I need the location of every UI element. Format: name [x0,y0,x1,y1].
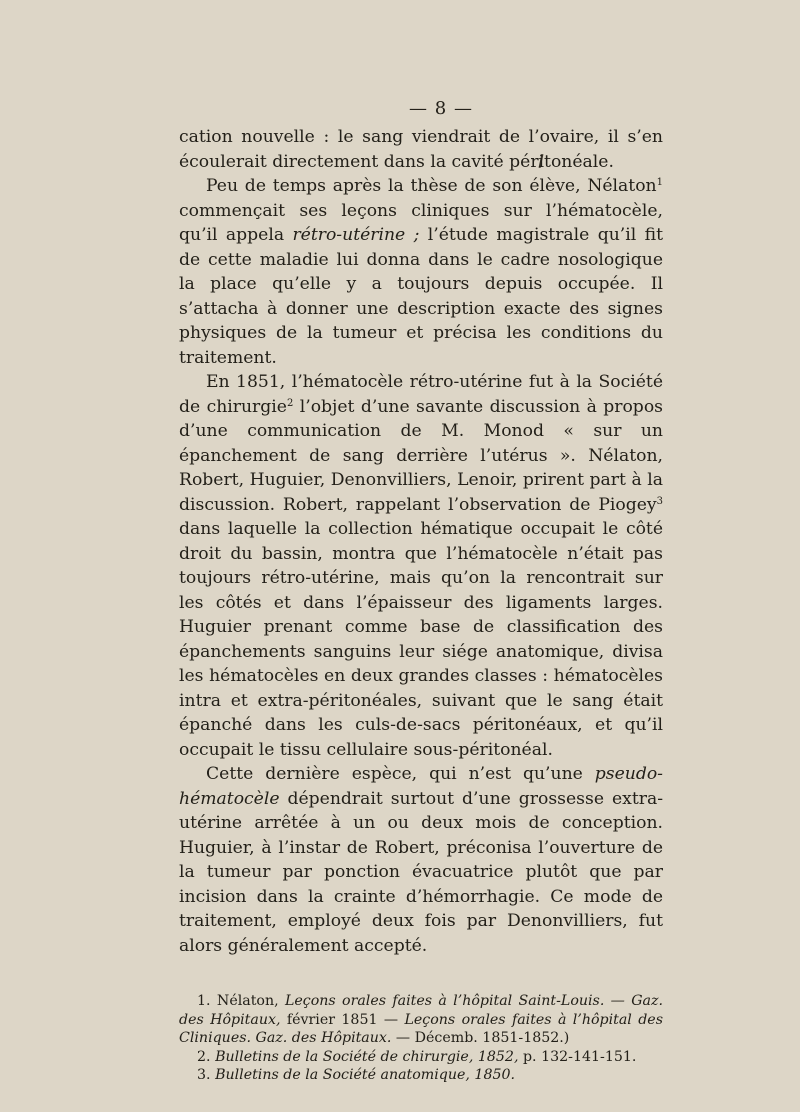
body-text [179,125,663,958]
italic-term: pseudo-hématocèle [179,764,663,809]
paragraph-3 [179,370,663,762]
italic-term: rétro-utérine ; [292,225,420,245]
paragraph-1 [179,125,663,174]
paragraph-4 [179,762,663,958]
footnote-text: p. 132-141-151. [518,1048,637,1065]
footnote-number: 2. [197,1048,211,1065]
footnotes [179,992,663,1085]
footnote-citation: Bulletins de la Société de chirurgie, 1852, [215,1048,519,1065]
footnote-ref: 2 [286,397,294,409]
footnote-text: Nélaton, [210,993,285,1009]
page-content [179,98,663,1085]
paragraph-text: dépendrait surtout d’une grossesse extra-utérine arrêtée à un ou deux mois de conception. Huguier, à l’instar de Robert, préconisa l’ouverture de la tumeur par ponction évacuatrice plutôt que par incision dans la crainte d’hémorrhagie. Ce mode de traitement, employé deux fois par Denonvilliers, fut alors généralement accepté. [179,788,663,956]
footnote-text: — Décemb. 1851-1852.) [391,1030,570,1046]
footnote-number: 1. [197,993,211,1009]
footnote-1 [179,992,663,1048]
paragraph-2 [179,174,663,370]
paragraph-text: En 1851, l’hématocèle rétro-utérine fut à la Société de chirurgie [179,372,663,417]
paragraph-text: cation nouvelle : le sang viendrait de l’ovaire, il s’en écoulerait directement dans la cavité péritonéale. [179,127,663,172]
paragraph-text: Peu de temps après la thèse de son élève, Nélaton [206,176,657,196]
paragraph-text: l’objet d’une savante discussion à propos d’une communication de M. Monod « sur un épanchement de sang derrière l’utérus ». Nélaton, Robert, Huguier, Denonvilliers, Lenoir, prirent part à la discussion. Robert, rappelant l’observation de Piogey [179,396,663,515]
paragraph-text: l’étude magistrale qu’il fit de cette maladie lui donna dans le cadre nosologique la place qu’elle y a toujours depuis occupée. Il s’attacha à donner une description exacte des signes physiques de la tumeur et précisa les conditions du traitement. [179,225,663,368]
paragraph-text: dans laquelle la collection hématique occupait le côté droit du bassin, montra que l’hématocèle n’était pas toujours rétro-utérine, mais qu’on la rencontrait sur les côtés et dans l’épaisseur des ligaments larges. Huguier prenant comme base de classification des épanchements sanguins leur siége anatomique, divisa les hématocèles en deux grandes classes : hématocèles intra et extra-péritonéales, suivant que le sang était épanché dans les culs-de-sacs péritonéaux, et qu’il occupait le tissu cellulaire sous-péritonéal. [179,519,663,760]
footnote-citation: Leçons orales faites à l’hôpital Saint-Louis. — Gaz. des Hôpitaux, [179,993,664,1028]
footnote-citation: Bulletins de la Société anatomique, 1850. [215,1067,516,1083]
paragraph-text: Cette dernière espèce, qui n’est qu’une [206,764,595,784]
footnote-ref: 1 [656,177,663,188]
footnote-number: 3. [197,1067,211,1083]
footnote-ref: 3 [656,495,663,507]
footnote-text: février 1851 — [280,1011,405,1028]
page-number: — 8 — [409,98,473,119]
footnote-3 [179,1066,663,1085]
paragraph-text: commençait ses leçons cliniques sur l’hématocèle, qu’il appela [179,200,663,245]
footnote-2 [179,1048,663,1067]
footnote-citation: Leçons orales faites à l’hôpital des Cliniques. Gaz. des Hôpitaux. [179,1011,663,1046]
